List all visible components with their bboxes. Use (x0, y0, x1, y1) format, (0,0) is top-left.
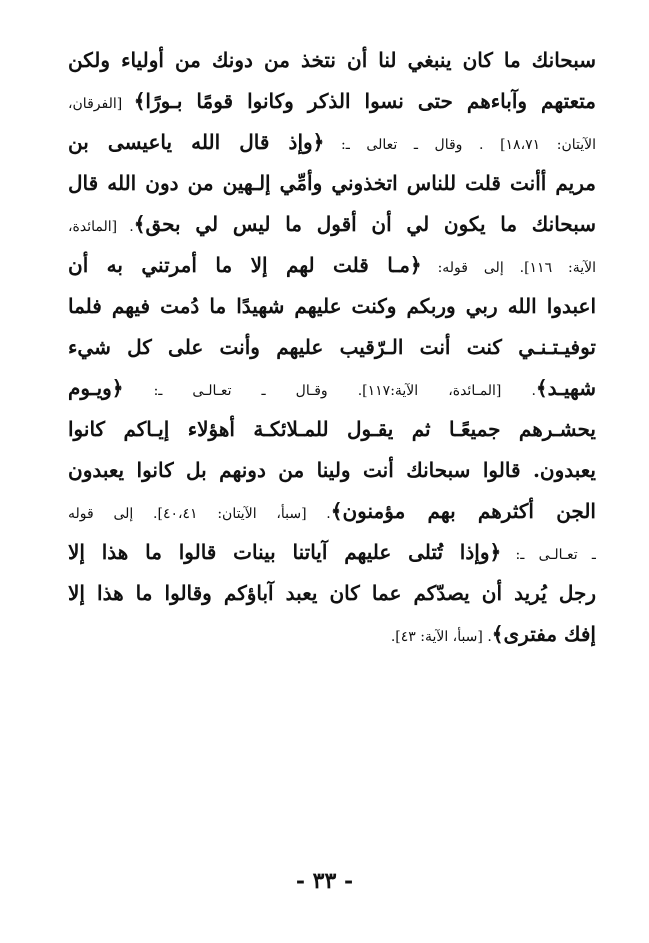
quran-text-segment: ﴿ويـوم (68, 376, 124, 400)
citation-reference: . [سبأ، الآيتان: ٤٠،٤١]. إلى قوله (68, 506, 331, 522)
text-line (68, 450, 596, 491)
quran-text-segment: ﴿مـا قلت لهم إلا ما أمرتني به أن (68, 253, 422, 277)
citation-reference: الآية: ١١٦]. إلى قوله: (421, 260, 596, 276)
text-line (68, 368, 596, 409)
text-line (68, 245, 596, 286)
text-line (68, 614, 596, 655)
text-line (68, 204, 596, 245)
text-line (68, 573, 596, 614)
text-line (68, 81, 596, 122)
text-line (68, 286, 596, 327)
text-line (68, 40, 596, 81)
citation-reference: . [المائدة، (68, 219, 134, 235)
text-line (68, 491, 596, 532)
body-text (68, 40, 596, 655)
quran-text-segment: توفيـتـنـي كنت أنت الـرّقيب عليهم وأنت على كل شيء (68, 335, 596, 359)
quran-text-segment: ﴿وإذ قال الله ياعيسى بن (68, 130, 325, 154)
quran-text-segment: الجن أكثرهم بهم مؤمنون﴾ (330, 499, 596, 523)
citation-reference: [الفرقان، (68, 96, 134, 112)
citation-reference: . [المـائدة، الآية:١١٧]. وقـال ـ تعـالـى ـ: (123, 383, 536, 399)
page-number: - ٣٣ - (295, 868, 354, 894)
quran-text-segment: مريم أأنت قلت للناس اتخذوني وأمِّي إلـهين من دون الله قال (68, 171, 596, 195)
citation-reference: الآيتان: ١٨،٧١] . وقال ـ تعالى ـ: (324, 137, 596, 153)
quran-text-segment: يحشـرهم جميعًـا ثم يقـول للمـلائكـة أهؤلاء إيـاكم كانوا (68, 417, 596, 441)
citation-reference: ـ تعـالـى ـ: (501, 547, 596, 563)
text-line (68, 163, 596, 204)
quran-text-segment: اعبدوا الله ربي وربكم وكنت عليهم شهيدًا ما دُمت فيهم فلما (68, 294, 596, 318)
quran-text-segment: إفك مفترى﴾ (491, 622, 596, 646)
quran-text-segment: سبحانك ما كان ينبغي لنا أن نتخذ من دونك من أولياء ولكن (68, 48, 596, 72)
text-line (68, 409, 596, 450)
quran-text-segment: متعتهم وآباءهم حتى نسوا الذكر وكانوا قومًا بـورًا﴾ (133, 89, 596, 113)
quran-text-segment: رجل يُريد أن يصدّكم عما كان يعبد آباؤكم وقالوا ما هذا إلا (68, 581, 596, 605)
citation-reference: . [سبأ، الآية: ٤٣]. (390, 629, 492, 645)
text-line (68, 327, 596, 368)
quran-text-segment: سبحانك ما يكون لي أن أقول ما ليس لي بحق﴾ (133, 212, 596, 236)
quran-text-segment: شهيـد﴾ (535, 376, 596, 400)
quran-text-segment: يعبدون. قالوا سبحانك أنت ولينا من دونهم بل كانوا يعبدون (68, 458, 596, 482)
quran-text-segment: ﴿وإذا تُتلى عليهم آياتنا بينات قالوا ما هذا إلا (68, 540, 502, 564)
text-line (68, 532, 596, 573)
text-line (68, 122, 596, 163)
